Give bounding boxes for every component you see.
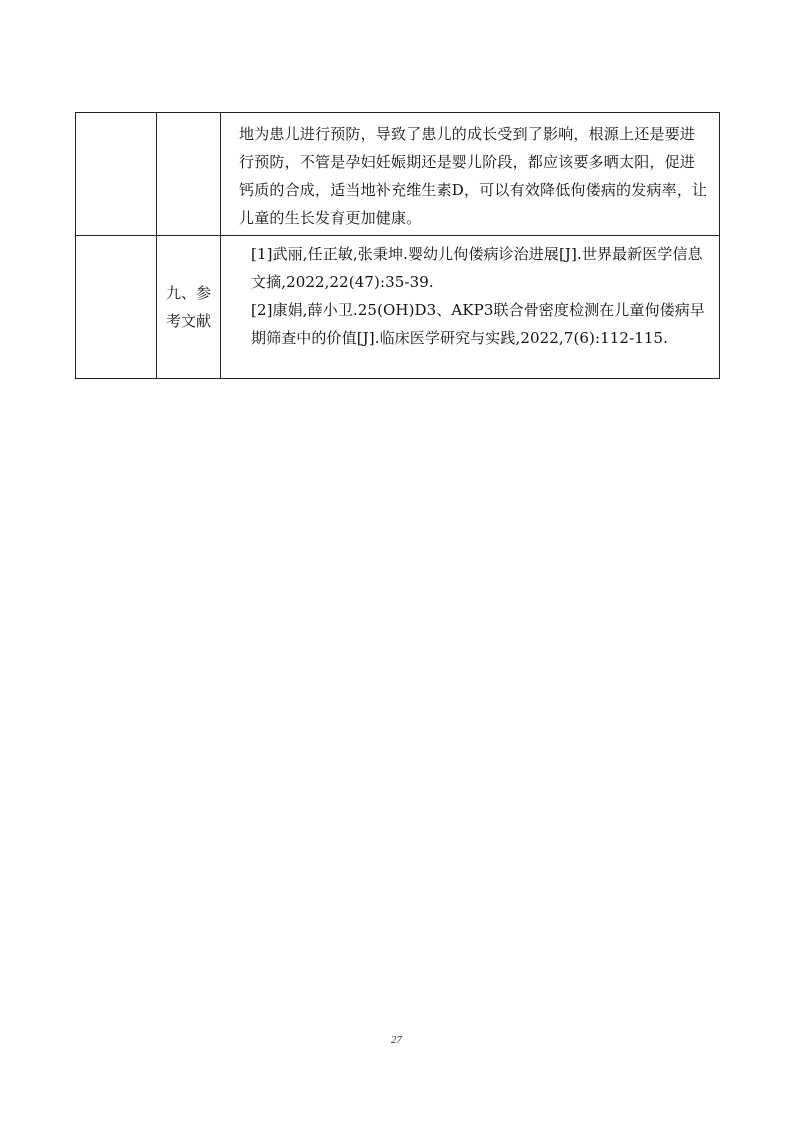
content-paragraph: 地为患儿进行预防，导致了患儿的成长受到了影响，根源上还是要进行预防，不管是孕妇妊娠期还是婴儿阶段，都应该要多晒太阳，促进钙质的合成，适当地补充维生素D，可以有效降低佝偻病的发病率，让儿童的生长发育更加健康。 xyxy=(239,125,708,227)
page-number: 27 xyxy=(391,1034,402,1046)
empty-cell-left xyxy=(76,236,157,379)
content-cell xyxy=(221,113,720,236)
table-row xyxy=(76,236,720,379)
reference-item-2: [2]康娟,薛小卫.25(OH)D3、AKP3联合骨密度检测在儿童佝偻病早期筛查中的价值[J].临床医学研究与实践,2022,7(6):112-115. xyxy=(251,301,705,347)
section-label: 九、参考文献 xyxy=(165,284,211,330)
references-cell xyxy=(221,236,720,379)
section-label-cell xyxy=(157,236,221,379)
table-row xyxy=(76,113,720,236)
document-table xyxy=(75,112,720,379)
reference-item-1: [1]武丽,任正敏,张秉坤.婴幼儿佝偻病诊治进展[J].世界最新医学信息文摘,2022,22(47):35-39. xyxy=(251,245,703,291)
empty-cell-left xyxy=(76,113,157,236)
empty-cell-label xyxy=(157,113,221,236)
